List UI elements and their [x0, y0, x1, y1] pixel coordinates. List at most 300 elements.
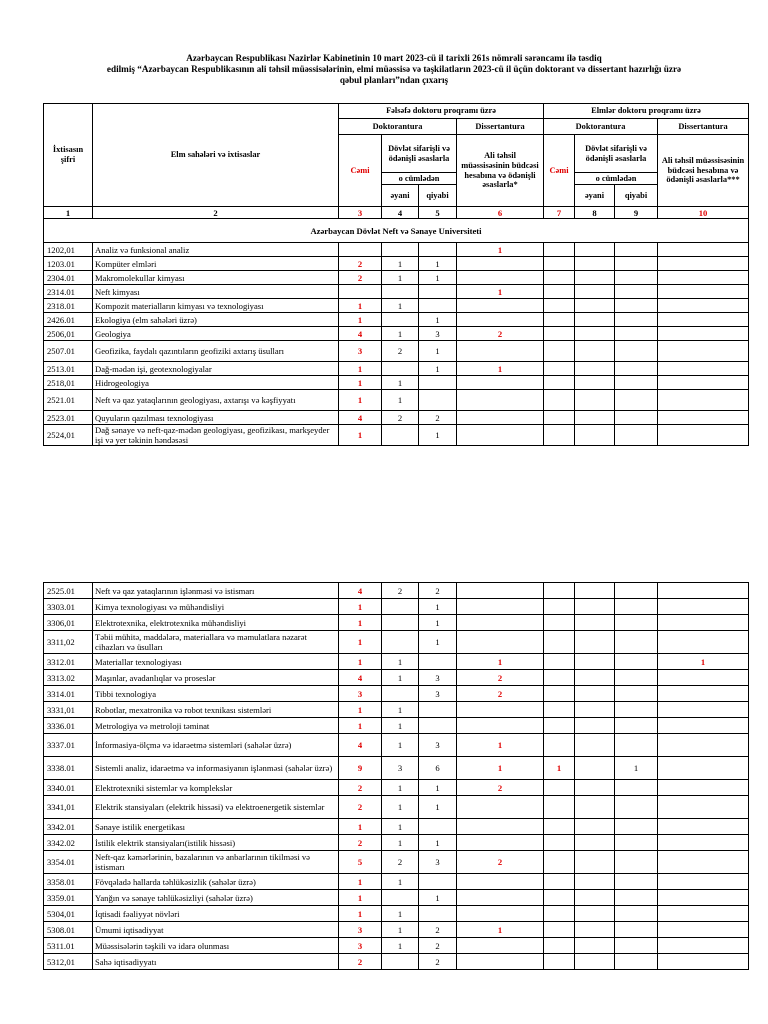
plan-value [615, 654, 658, 670]
plan-value [457, 819, 544, 835]
plan-value [544, 425, 575, 446]
specialty-name: Makromolekullar kimyası [93, 271, 339, 285]
specialty-code: 5308.01 [44, 922, 93, 938]
plan-value [382, 615, 419, 631]
specialty-name: Analiz və funksional analiz [93, 243, 339, 257]
title-line-2: edilmiş “Azərbaycan Respublikasının ali təhsil müəssisələrinin, elmi müəssisə və təşkilatların 2023-cü il üçün doktorant və dissertant hazırlığı üzrə [106, 64, 682, 75]
plan-value: 2 [339, 796, 382, 819]
column-number: 1 [44, 207, 93, 219]
plan-value [615, 411, 658, 425]
plan-value: 1 [382, 702, 419, 718]
plan-value: 1 [339, 299, 382, 313]
specialty-name: İqtisadi fəaliyyət növləri [93, 906, 339, 922]
plan-value: 1 [382, 835, 419, 851]
plan-value: 1 [419, 780, 457, 796]
plan-value: 1 [419, 341, 457, 362]
specialty-code: 3354.01 [44, 851, 93, 874]
plan-value [615, 376, 658, 390]
plan-value [419, 390, 457, 411]
plan-value [615, 631, 658, 654]
plan-value [658, 906, 749, 922]
header-dovlet-dsc: Dövlət sifarişli və ödənişli əsaslarla [575, 135, 658, 173]
specialty-code: 3358.01 [44, 874, 93, 890]
plan-value [615, 299, 658, 313]
column-number: 8 [575, 207, 615, 219]
plan-value [419, 702, 457, 718]
plan-value [544, 271, 575, 285]
plan-value [615, 686, 658, 702]
table-row [44, 654, 749, 670]
plan-value [615, 780, 658, 796]
plan-value [457, 718, 544, 734]
plan-value [575, 851, 615, 874]
plan-value [658, 702, 749, 718]
plan-value [658, 615, 749, 631]
plan-value: 1 [382, 670, 419, 686]
specialty-name: Müəssisələrin təşkili və idarə olunması [93, 938, 339, 954]
specialty-code: 3313.02 [44, 670, 93, 686]
table-row [44, 583, 749, 599]
plan-value [658, 734, 749, 757]
plan-value [544, 718, 575, 734]
header-ali-phd: Ali təhsil müəssisəsinin büdcəsi hesabına və ödənişli əsaslarla* [457, 135, 544, 207]
plan-value: 2 [419, 922, 457, 938]
plan-value [575, 954, 615, 970]
plan-value: 1 [382, 654, 419, 670]
plan-value: 3 [419, 686, 457, 702]
plan-value [615, 341, 658, 362]
plan-value [575, 390, 615, 411]
plan-value [544, 780, 575, 796]
table-row [44, 599, 749, 615]
plan-value [575, 906, 615, 922]
plan-value: 1 [339, 631, 382, 654]
plan-value: 3 [419, 734, 457, 757]
plan-value: 1 [615, 757, 658, 780]
plan-value [658, 599, 749, 615]
specialty-name: Kimya texnologiyası və mühəndisliyi [93, 599, 339, 615]
plan-value [457, 299, 544, 313]
plan-value [615, 243, 658, 257]
header-eyani-phd: əyani [382, 185, 419, 207]
table-row [44, 390, 749, 411]
plan-value [544, 654, 575, 670]
plan-value: 1 [382, 299, 419, 313]
plan-value: 2 [419, 411, 457, 425]
plan-value: 1 [419, 631, 457, 654]
plan-value [419, 718, 457, 734]
plan-value: 2 [339, 954, 382, 970]
plan-value: 1 [457, 922, 544, 938]
plan-value: 1 [339, 702, 382, 718]
specialty-code: 3338.01 [44, 757, 93, 780]
table-row [44, 271, 749, 285]
plan-value [544, 906, 575, 922]
specialty-code: 3312.01 [44, 654, 93, 670]
table-row [44, 718, 749, 734]
plan-value: 1 [419, 362, 457, 376]
plan-value [575, 757, 615, 780]
plan-value: 2 [382, 411, 419, 425]
plan-value [382, 954, 419, 970]
plan-value [457, 615, 544, 631]
plan-value [658, 938, 749, 954]
plan-value [544, 670, 575, 686]
specialty-code: 3359.01 [44, 890, 93, 906]
plan-value [615, 425, 658, 446]
plan-value [658, 243, 749, 257]
plan-value [615, 313, 658, 327]
table-row [44, 874, 749, 890]
plan-value: 2 [419, 583, 457, 599]
header-cemi-phd: Cəmi [339, 135, 382, 207]
plan-value: 1 [339, 718, 382, 734]
table-row [44, 327, 749, 341]
table-row [44, 313, 749, 327]
plan-value: 5 [339, 851, 382, 874]
plan-value: 1 [457, 243, 544, 257]
plan-value [544, 702, 575, 718]
specialty-name: Robotlar, mexatronika və robot texnikası sistemləri [93, 702, 339, 718]
specialty-name: İnformasiya-ölçmə və idarəetmə sistemləri (sahələr üzrə) [93, 734, 339, 757]
specialty-name: Sahə iqtisadiyyatı [93, 954, 339, 970]
plan-value [382, 362, 419, 376]
plan-value: 1 [382, 796, 419, 819]
plan-value [615, 835, 658, 851]
specialty-code: 3311,02 [44, 631, 93, 654]
plan-value: 1 [457, 285, 544, 299]
plan-value [457, 271, 544, 285]
plan-value [544, 583, 575, 599]
column-number: 7 [544, 207, 575, 219]
plan-value [382, 890, 419, 906]
plan-value: 3 [419, 670, 457, 686]
header-eyani-dsc: əyani [575, 185, 615, 207]
table-row [44, 341, 749, 362]
plan-value: 2 [419, 938, 457, 954]
plan-value [575, 835, 615, 851]
specialty-code: 3336.01 [44, 718, 93, 734]
plan-value [615, 938, 658, 954]
plan-value [544, 285, 575, 299]
plan-value [575, 257, 615, 271]
specialty-code: 3340.01 [44, 780, 93, 796]
specialty-name: Elektrotexniki sistemlər və komplekslər [93, 780, 339, 796]
plan-value [575, 599, 615, 615]
plan-value [575, 702, 615, 718]
specialty-code: 3314.01 [44, 686, 93, 702]
plan-value [544, 851, 575, 874]
specialty-code: 2513.01 [44, 362, 93, 376]
plan-value [615, 851, 658, 874]
plan-value: 1 [419, 313, 457, 327]
plan-value: 1 [419, 796, 457, 819]
plan-value [575, 631, 615, 654]
specialty-name: Təbii mühitə, maddələrə, materiallara və məmulatlara nəzarət cihazları və üsulları [93, 631, 339, 654]
plan-value [615, 922, 658, 938]
plan-value [544, 243, 575, 257]
plan-value [658, 796, 749, 819]
specialty-code: 2318.01 [44, 299, 93, 313]
specialty-name: Elektrik stansiyaları (elektrik hissəsi) və elektroenergetik sistemlər [93, 796, 339, 819]
plan-value [419, 906, 457, 922]
column-number: 5 [419, 207, 457, 219]
header-dsc: Elmlər doktoru proqramı üzrə [544, 104, 749, 119]
plan-value [544, 390, 575, 411]
plan-value: 1 [382, 718, 419, 734]
table-row [44, 285, 749, 299]
specialty-name: Neft və qaz yataqlarının işlənməsi və istismarı [93, 583, 339, 599]
plan-value [457, 906, 544, 922]
plan-value [615, 327, 658, 341]
specialty-name: İstilik elektrik stansiyaları(istilik hissəsi) [93, 835, 339, 851]
plan-value: 1 [419, 271, 457, 285]
plan-value [615, 615, 658, 631]
specialty-code: 2426.01 [44, 313, 93, 327]
plan-value [382, 686, 419, 702]
header-name: Elm sahələri və ixtisaslar [93, 104, 339, 207]
plan-value [544, 938, 575, 954]
plan-value: 1 [382, 874, 419, 890]
specialty-code: 3337.01 [44, 734, 93, 757]
plan-value [575, 583, 615, 599]
plan-value [658, 341, 749, 362]
plan-value [575, 411, 615, 425]
plan-value [457, 874, 544, 890]
plan-value [544, 341, 575, 362]
column-number: 9 [615, 207, 658, 219]
plan-value [575, 285, 615, 299]
plan-value [615, 271, 658, 285]
specialty-code: 5304,01 [44, 906, 93, 922]
column-number: 3 [339, 207, 382, 219]
plan-value [658, 819, 749, 835]
plan-value [544, 874, 575, 890]
plan-value: 1 [382, 271, 419, 285]
specialty-name: Neft və qaz yataqlarının geologiyası, axtarışı və kəşfiyyatı [93, 390, 339, 411]
plan-value [658, 271, 749, 285]
table-row [44, 835, 749, 851]
table-row [44, 757, 749, 780]
specialty-code: 2518,01 [44, 376, 93, 390]
plan-value: 1 [339, 362, 382, 376]
plan-value: 1 [382, 734, 419, 757]
plan-value [575, 654, 615, 670]
plan-value [658, 411, 749, 425]
plan-value: 4 [339, 411, 382, 425]
plan-value: 1 [382, 327, 419, 341]
plan-value: 1 [339, 819, 382, 835]
plan-value: 1 [339, 425, 382, 446]
table-row [44, 819, 749, 835]
specialty-name: Yanğın və sənaye təhlükəsizliyi (sahələr üzrə) [93, 890, 339, 906]
plan-value [575, 890, 615, 906]
specialty-name: Elektrotexnika, elektrotexnika mühəndisliyi [93, 615, 339, 631]
plan-value: 3 [339, 686, 382, 702]
plan-value: 2 [457, 851, 544, 874]
plan-value: 2 [419, 954, 457, 970]
plan-value: 3 [339, 341, 382, 362]
plan-value [457, 835, 544, 851]
table-row [44, 851, 749, 874]
plan-value [457, 313, 544, 327]
plan-value [575, 670, 615, 686]
plan-value [658, 257, 749, 271]
specialty-code: 3303.01 [44, 599, 93, 615]
plan-value [419, 376, 457, 390]
table-body-2 [44, 583, 749, 970]
table-row [44, 922, 749, 938]
header-doktorantura-dsc: Doktorantura [544, 119, 658, 135]
title-line-3: qəbul planları”ndan çıxarış [339, 75, 449, 86]
table-row [44, 890, 749, 906]
plan-value: 6 [419, 757, 457, 780]
plan-value [544, 615, 575, 631]
plan-value [575, 718, 615, 734]
plan-value: 4 [339, 670, 382, 686]
plan-value [658, 954, 749, 970]
plan-value [457, 938, 544, 954]
plan-value [658, 327, 749, 341]
table-row [44, 780, 749, 796]
plan-value [615, 874, 658, 890]
plan-value [457, 599, 544, 615]
plan-value [457, 425, 544, 446]
plan-value: 1 [339, 654, 382, 670]
university-row [44, 219, 749, 243]
specialty-code: 3342.02 [44, 835, 93, 851]
plan-value: 1 [382, 819, 419, 835]
plan-value [544, 327, 575, 341]
table-row [44, 734, 749, 757]
plan-value: 2 [382, 851, 419, 874]
plan-value [457, 376, 544, 390]
table-row [44, 425, 749, 446]
plan-value [575, 796, 615, 819]
plan-value [658, 780, 749, 796]
plan-value [658, 851, 749, 874]
plan-value [658, 376, 749, 390]
specialty-code: 2521.01 [44, 390, 93, 411]
table-row [44, 631, 749, 654]
plan-value: 1 [419, 835, 457, 851]
plan-value [339, 285, 382, 299]
specialty-name: Quyuların qazılması texnologiyası [93, 411, 339, 425]
plan-value [575, 615, 615, 631]
plan-value [615, 583, 658, 599]
plan-value [457, 257, 544, 271]
plan-value: 3 [419, 851, 457, 874]
plan-value [457, 890, 544, 906]
plan-value [575, 327, 615, 341]
plan-value [575, 938, 615, 954]
university-name: Azərbaycan Dövlət Neft və Sənaye Universiteti [44, 219, 749, 243]
plan-value [658, 390, 749, 411]
plan-value: 1 [457, 734, 544, 757]
header-o-cumleden-phd: o cümlədən [382, 173, 457, 185]
table-row [44, 299, 749, 313]
plan-value: 1 [419, 257, 457, 271]
plan-value [658, 285, 749, 299]
plan-value [457, 341, 544, 362]
plan-value [615, 362, 658, 376]
plan-value [419, 285, 457, 299]
document-title [40, 53, 748, 87]
specialty-name: Kompüter elmləri [93, 257, 339, 271]
specialty-name: Fövqəladə hallarda təhlükəsizlik (sahələr üzrə) [93, 874, 339, 890]
plan-value [615, 734, 658, 757]
plan-value [544, 835, 575, 851]
plan-value [544, 819, 575, 835]
specialty-code: 3306,01 [44, 615, 93, 631]
specialty-code: 2304.01 [44, 271, 93, 285]
specialty-code: 3342.01 [44, 819, 93, 835]
table-row [44, 376, 749, 390]
plan-value [544, 796, 575, 819]
specialty-name: Ekologiya (elm sahələri üzrə) [93, 313, 339, 327]
plan-value: 1 [457, 654, 544, 670]
plan-value [457, 631, 544, 654]
header-dissertantura-phd: Dissertantura [457, 119, 544, 135]
plan-value [658, 299, 749, 313]
specialty-code: 2506,01 [44, 327, 93, 341]
plan-value: 2 [457, 780, 544, 796]
plan-value: 3 [339, 922, 382, 938]
plan-value: 1 [382, 906, 419, 922]
plan-value [615, 954, 658, 970]
plan-value [544, 599, 575, 615]
specialty-name: Tibbi texnologiya [93, 686, 339, 702]
plan-value [615, 257, 658, 271]
plan-value [658, 922, 749, 938]
plan-value [575, 686, 615, 702]
specialty-name: Ümumi iqtisadiyyat [93, 922, 339, 938]
plan-value: 1 [382, 376, 419, 390]
specialty-name: Kompozit materialların kimyası və texnologiyası [93, 299, 339, 313]
plan-value [544, 257, 575, 271]
table-row [44, 954, 749, 970]
specialty-code: 2507.01 [44, 341, 93, 362]
plan-value [382, 243, 419, 257]
specialty-code: 3341,01 [44, 796, 93, 819]
table-row [44, 362, 749, 376]
plan-value [575, 271, 615, 285]
table-row [44, 670, 749, 686]
column-number: 6 [457, 207, 544, 219]
plan-value [544, 734, 575, 757]
plan-value: 1 [339, 599, 382, 615]
plan-value: 9 [339, 757, 382, 780]
specialty-name: Neft-qaz kəmərlərinin, bazalarının və anbarlarının tikilməsi və istismarı [93, 851, 339, 874]
plan-value: 1 [339, 376, 382, 390]
plan-value [575, 362, 615, 376]
plan-value: 1 [339, 890, 382, 906]
plan-value: 1 [419, 890, 457, 906]
plan-value: 2 [339, 257, 382, 271]
plan-value: 1 [339, 390, 382, 411]
specialty-code: 5312,01 [44, 954, 93, 970]
plan-value [615, 906, 658, 922]
plan-value [544, 362, 575, 376]
plan-value [382, 599, 419, 615]
plan-value [615, 390, 658, 411]
plan-value [544, 376, 575, 390]
header-cemi-dsc: Cəmi [544, 135, 575, 207]
plan-value: 1 [382, 938, 419, 954]
specialty-name: Neft kimyası [93, 285, 339, 299]
plan-value [419, 654, 457, 670]
plan-value [544, 411, 575, 425]
